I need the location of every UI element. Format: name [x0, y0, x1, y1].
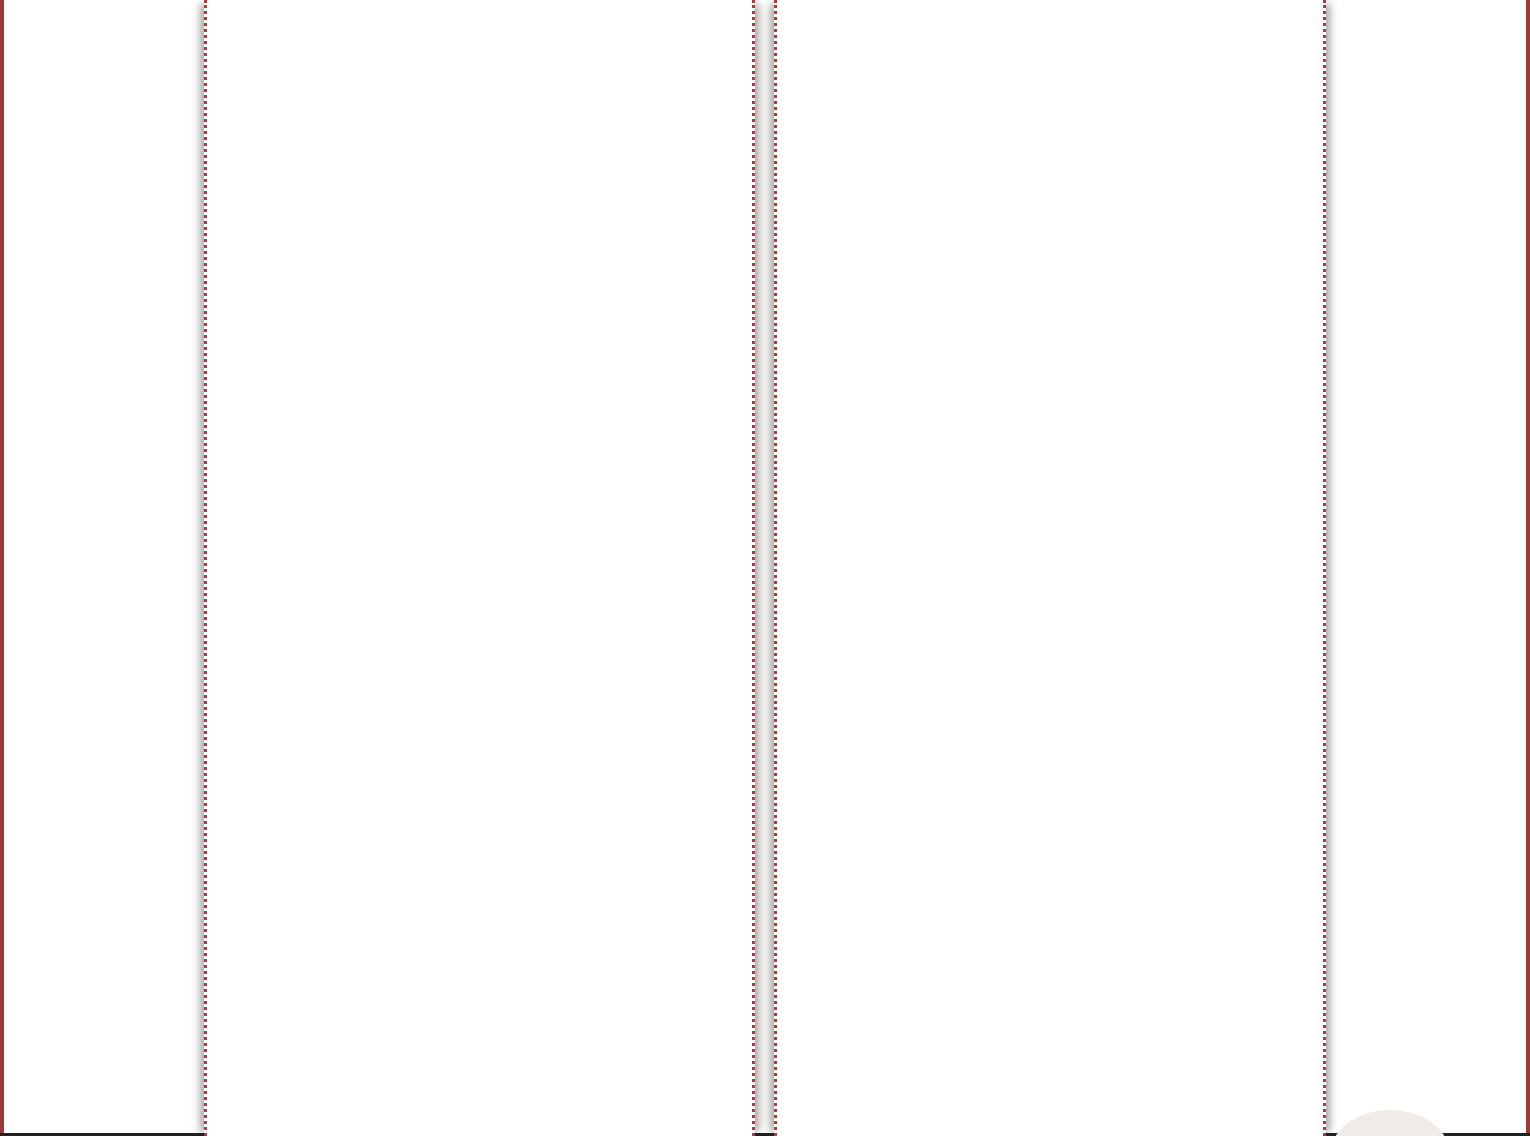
page-border-left: [0, 0, 4, 1136]
menu-panel-left: [204, 0, 755, 1136]
background-cloud-3: [1330, 1110, 1450, 1136]
menu-panel-right: [774, 0, 1326, 1136]
page-border-right: [1526, 0, 1530, 1136]
